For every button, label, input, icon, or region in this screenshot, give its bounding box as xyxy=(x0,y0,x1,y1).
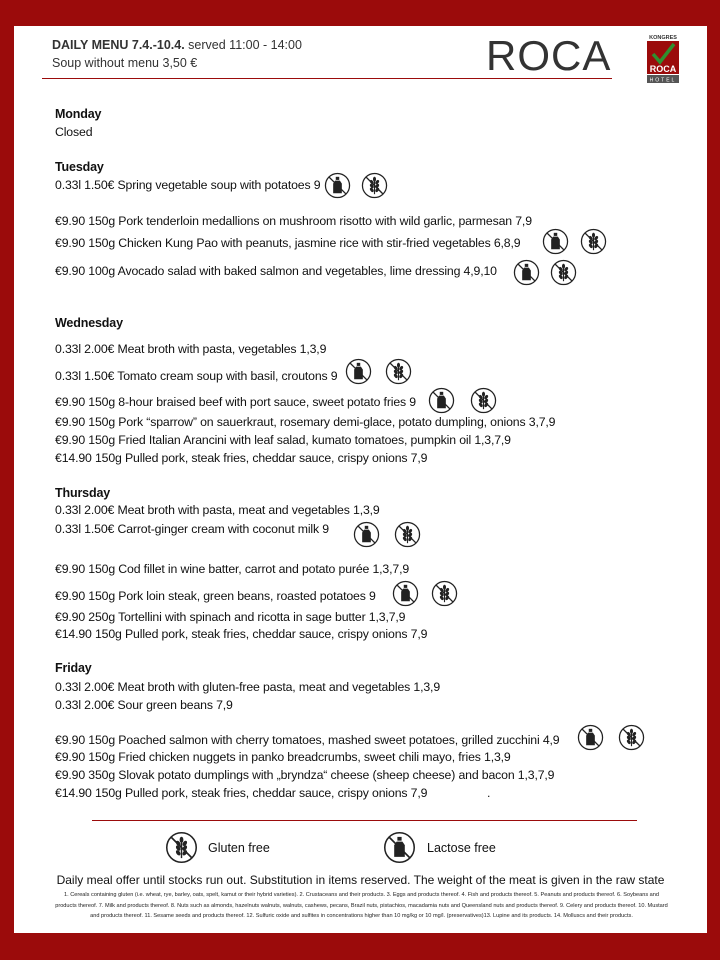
menu-title-bold: DAILY MENU 7.4.-10.4. xyxy=(52,38,185,52)
gluten-free-icon xyxy=(431,580,458,607)
legend-gluten-free: Gluten free xyxy=(208,841,270,855)
day-monday: Monday xyxy=(55,107,102,121)
day-wednesday: Wednesday xyxy=(55,316,123,330)
menu-item: €9.90 150g Poached salmon with cherry tomatoes, mashed sweet potatoes, grilled zucchini 4,9 xyxy=(55,733,560,747)
menu-item: €9.90 150g Fried chicken nuggets in panko breadcrumbs, sweet chili mayo, fries 1,3,9 xyxy=(55,750,511,764)
menu-item: €9.90 150g Pork “sparrow” on sauerkraut, rosemary demi-glace, potato dumpling, onions 3,7,9 xyxy=(55,415,556,429)
logo-top-text: KONGRES xyxy=(649,35,677,41)
menu-item: €14.90 150g Pulled pork, steak fries, cheddar sauce, crispy onions 7,9 xyxy=(55,786,428,800)
logo-bottom-text: HOTEL xyxy=(649,77,677,84)
menu-item: €14.90 150g Pulled pork, steak fries, cheddar sauce, crispy onions 7,9 xyxy=(55,627,428,641)
lactose-free-icon xyxy=(542,228,569,255)
lactose-free-icon xyxy=(392,580,419,607)
gluten-free-icon xyxy=(385,358,412,385)
menu-item: €9.90 150g Chicken Kung Pao with peanuts, jasmine rice with stir-fried vegetables 6,8,9 xyxy=(55,236,521,250)
brand-name: ROCA xyxy=(486,32,612,79)
gluten-free-icon xyxy=(394,521,421,548)
gluten-free-icon xyxy=(470,387,497,414)
trailing-dot: . xyxy=(487,786,491,800)
menu-item: €9.90 150g 8-hour braised beef with port sauce, sweet potato fries 9 xyxy=(55,395,416,409)
footer-divider xyxy=(92,820,637,821)
gluten-free-icon xyxy=(165,831,198,864)
legend-lactose-free: Lactose free xyxy=(427,841,496,855)
menu-item: 0.33l 2.00€ Meat broth with pasta, meat and vegetables 1,3,9 xyxy=(55,503,380,517)
lactose-free-icon xyxy=(345,358,372,385)
menu-item: 0.33l 1.50€ Carrot-ginger cream with coconut milk 9 xyxy=(55,522,329,536)
day-thursday: Thursday xyxy=(55,486,111,500)
day-friday: Friday xyxy=(55,661,92,675)
logo-mid-text: ROCA xyxy=(649,64,677,74)
lactose-free-icon xyxy=(513,259,540,286)
menu-item: 0.33l 2.00€ Meat broth with gluten-free pasta, meat and vegetables 1,3,9 xyxy=(55,680,441,694)
gluten-free-icon xyxy=(618,724,645,751)
menu-title-served: served 11:00 - 14:00 xyxy=(184,38,302,52)
menu-item: €9.90 150g Fried Italian Arancini with leaf salad, kumato tomatoes, pumpkin oil 1,3,7,9 xyxy=(55,433,511,447)
menu-item: €9.90 350g Slovak potato dumplings with „bryndza“ cheese (sheep cheese) and bacon 1,3,7,9 xyxy=(55,768,555,782)
monday-closed: Closed xyxy=(55,125,93,139)
lactose-free-icon xyxy=(353,521,380,548)
footer-notice: Daily meal offer until stocks run out. Substitution in items reserved. The weight of the meat is given in the raw state xyxy=(56,873,665,887)
lactose-free-icon xyxy=(383,831,416,864)
gluten-free-icon xyxy=(550,259,577,286)
menu-item: 0.33l 2.00€ Meat broth with pasta, vegetables 1,3,9 xyxy=(55,342,327,356)
day-tuesday: Tuesday xyxy=(55,160,104,174)
lactose-free-icon xyxy=(324,172,351,199)
lactose-free-icon xyxy=(428,387,455,414)
menu-page xyxy=(14,26,707,933)
menu-item: 0.33l 1.50€ Spring vegetable soup with potatoes 9 xyxy=(55,178,321,192)
allergen-list: 1. Cereals containing gluten (i.e. wheat, rye, barley, oats, spelt, kamut or their hybrid varieties). 2. Crustaceans and their products. 3. Eggs and products thereof. 4. Fish and products thereof. 5. Peanuts and products thereof. 6. Soybeans and products thereof. 7. Milk and products thereof. 8. Nuts such as almonds, hazelnuts walnuts, walnuts, cashews, pecans, Brazil nuts, pistachios, macadamia nuts and Queensland nuts and products thereof. 9. Celery and products thereof. 10. Mustard and products thereof. 11. Sesame seeds and products thereof. 12. Sulfuric oxide and sulfites in concentrations higher than 10 mg/kg or 10 mg/l. (preservatives)13. Lupine and its products. 14. Molluscs and their products. xyxy=(55,892,668,919)
menu-item: €9.90 100g Avocado salad with baked salmon and vegetables, lime dressing 4,9,10 xyxy=(55,264,497,278)
lactose-free-icon xyxy=(577,724,604,751)
menu-item: €9.90 250g Tortellini with spinach and ricotta in sage butter 1,3,7,9 xyxy=(55,610,406,624)
hotel-logo xyxy=(645,32,681,84)
menu-item: €9.90 150g Cod fillet in wine batter, carrot and potato purée 1,3,7,9 xyxy=(55,562,410,576)
header-divider xyxy=(42,78,612,79)
menu-item: €9.90 150g Pork tenderloin medallions on mushroom risotto with wild garlic, parmesan 7,9 xyxy=(55,214,532,228)
gluten-free-icon xyxy=(580,228,607,255)
gluten-free-icon xyxy=(361,172,388,199)
menu-item: 0.33l 1.50€ Tomato cream soup with basil, croutons 9 xyxy=(55,369,338,383)
soup-price-note: Soup without menu 3,50 € xyxy=(52,56,198,70)
menu-item: 0.33l 2.00€ Sour green beans 7,9 xyxy=(55,698,233,712)
menu-item: €14.90 150g Pulled pork, steak fries, cheddar sauce, crispy onions 7,9 xyxy=(55,451,428,465)
menu-title xyxy=(52,38,302,52)
menu-item: €9.90 150g Pork loin steak, green beans, roasted potatoes 9 xyxy=(55,589,376,603)
